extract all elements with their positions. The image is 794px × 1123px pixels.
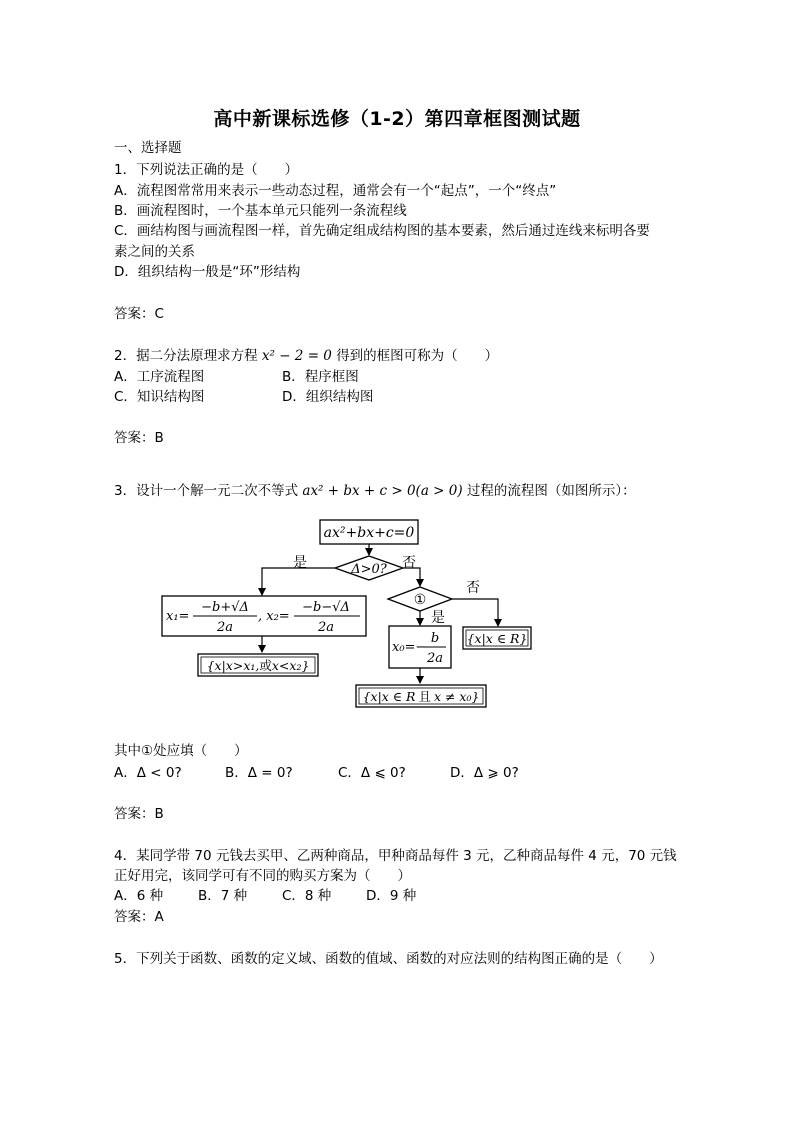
q3-option-c: C．Δ ⩽ 0?	[338, 765, 406, 781]
q4-option-d: D．9 种	[366, 888, 417, 904]
flowchart-result-1-pre: {x|x>x₁,	[206, 658, 260, 673]
q1-answer: 答案：C	[114, 306, 164, 322]
q2-option-d: D．组织结构图	[282, 389, 374, 405]
q1-option-d: D．组织结构一般是“环”形结构	[114, 264, 301, 280]
q3-option-a: A．Δ < 0?	[114, 765, 182, 781]
q2-option-b: B．程序框图	[282, 369, 359, 385]
q4-option-c: C．8 种	[282, 888, 332, 904]
flowchart-no-2: 否	[466, 580, 480, 596]
q2-stem-pre: 2．据二分法原理求方程	[114, 348, 258, 364]
q3-stem-post: 过程的流程图（如图所示）：	[466, 483, 636, 499]
flowchart-result-1-post: x<x₂}	[271, 658, 310, 673]
flowchart-result-2-post: x ≠ x₀}	[433, 689, 480, 704]
q3-stem	[114, 481, 636, 501]
q1-option-a: A．流程图常常用来表示一些动态过程，通常会有一个“起点”，一个“终点”	[114, 183, 557, 199]
flowchart	[150, 512, 540, 712]
flowchart-x0-den: 2a	[426, 651, 444, 666]
flowchart-result-all-text: {x|x ∈ R}	[466, 631, 528, 646]
q2-equation: x² − 2 = 0	[261, 348, 332, 364]
q4-option-a: A．6 种	[114, 888, 164, 904]
q2-stem	[114, 346, 498, 366]
page-title: 高中新课标选修（1-2）第四章框图测试题	[213, 108, 581, 130]
q2-answer: 答案：B	[114, 430, 164, 446]
flowchart-roots-num1: −b+√Δ	[201, 600, 249, 615]
flowchart-yes-2: 是	[431, 610, 445, 626]
q3-stem-pre: 3．设计一个解一元二次不等式	[114, 483, 299, 499]
flowchart-no-1: 否	[402, 555, 416, 571]
flowchart-decision-1-text: Δ>0?	[351, 562, 387, 577]
flowchart-roots-x2: , x₂=	[258, 609, 290, 624]
q5-stem: 5．下列关于函数、函数的定义域、函数的值域、函数的对应法则的结构图正确的是（ ）	[114, 951, 663, 967]
q2-option-a: A．工序流程图	[114, 369, 205, 385]
flowchart-decision-2-text: ①	[413, 592, 427, 608]
flowchart-roots-x1: x₁=	[166, 609, 190, 624]
flowchart-result-2-text	[363, 689, 480, 704]
q3-inequality: ax² + bx + c > 0(a > 0)	[302, 483, 463, 499]
q1-stem: 1．下列说法正确的是（ ）	[114, 162, 299, 178]
q1-option-c-cont: 素之间的关系	[114, 244, 195, 260]
q3-answer: 答案：B	[114, 806, 164, 822]
flowchart-result-1-text	[207, 658, 310, 673]
q4-stem-1: 4．某同学带 70 元钱去买甲、乙两种商品，甲种商品每件 3 元，乙种商品每件 4 元，70 元钱	[114, 848, 677, 864]
q3-option-b: B．Δ = 0?	[225, 765, 293, 781]
section-heading: 一、选择题	[114, 140, 182, 156]
q1-option-c: C．画结构图与画流程图一样，首先确定组成结构图的基本要素，然后通过连线来标明各要	[114, 223, 650, 239]
flowchart-result-2-and: 且	[418, 689, 431, 704]
flowchart-x0-num: b	[430, 631, 440, 646]
flowchart-result-2-pre: {x|x ∈ R	[362, 689, 416, 704]
flowchart-roots-den2: 2a	[317, 620, 335, 635]
flowchart-yes-1: 是	[293, 555, 307, 571]
q1-option-b: B．画流程图时，一个基本单元只能列一条流程线	[114, 203, 407, 219]
q2-stem-post: 得到的框图可称为（ ）	[336, 348, 499, 364]
q3-option-d: D．Δ ⩾ 0?	[450, 765, 519, 781]
q4-answer: 答案：A	[114, 909, 164, 925]
flowchart-roots-num2: −b−√Δ	[302, 600, 350, 615]
flowchart-start-text: ax²+bx+c=0	[323, 525, 415, 541]
q4-option-b: B．7 种	[198, 888, 248, 904]
flowchart-x0-label: x₀=−	[392, 640, 427, 655]
q4-stem-2: 正好用完，该同学可有不同的购买方案为（ ）	[114, 868, 411, 884]
flowchart-roots-den1: 2a	[216, 620, 234, 635]
q3-prompt: 其中①处应填（ ）	[114, 743, 248, 759]
q2-option-c: C．知识结构图	[114, 389, 205, 405]
flowchart-result-1-or: 或	[259, 658, 272, 673]
